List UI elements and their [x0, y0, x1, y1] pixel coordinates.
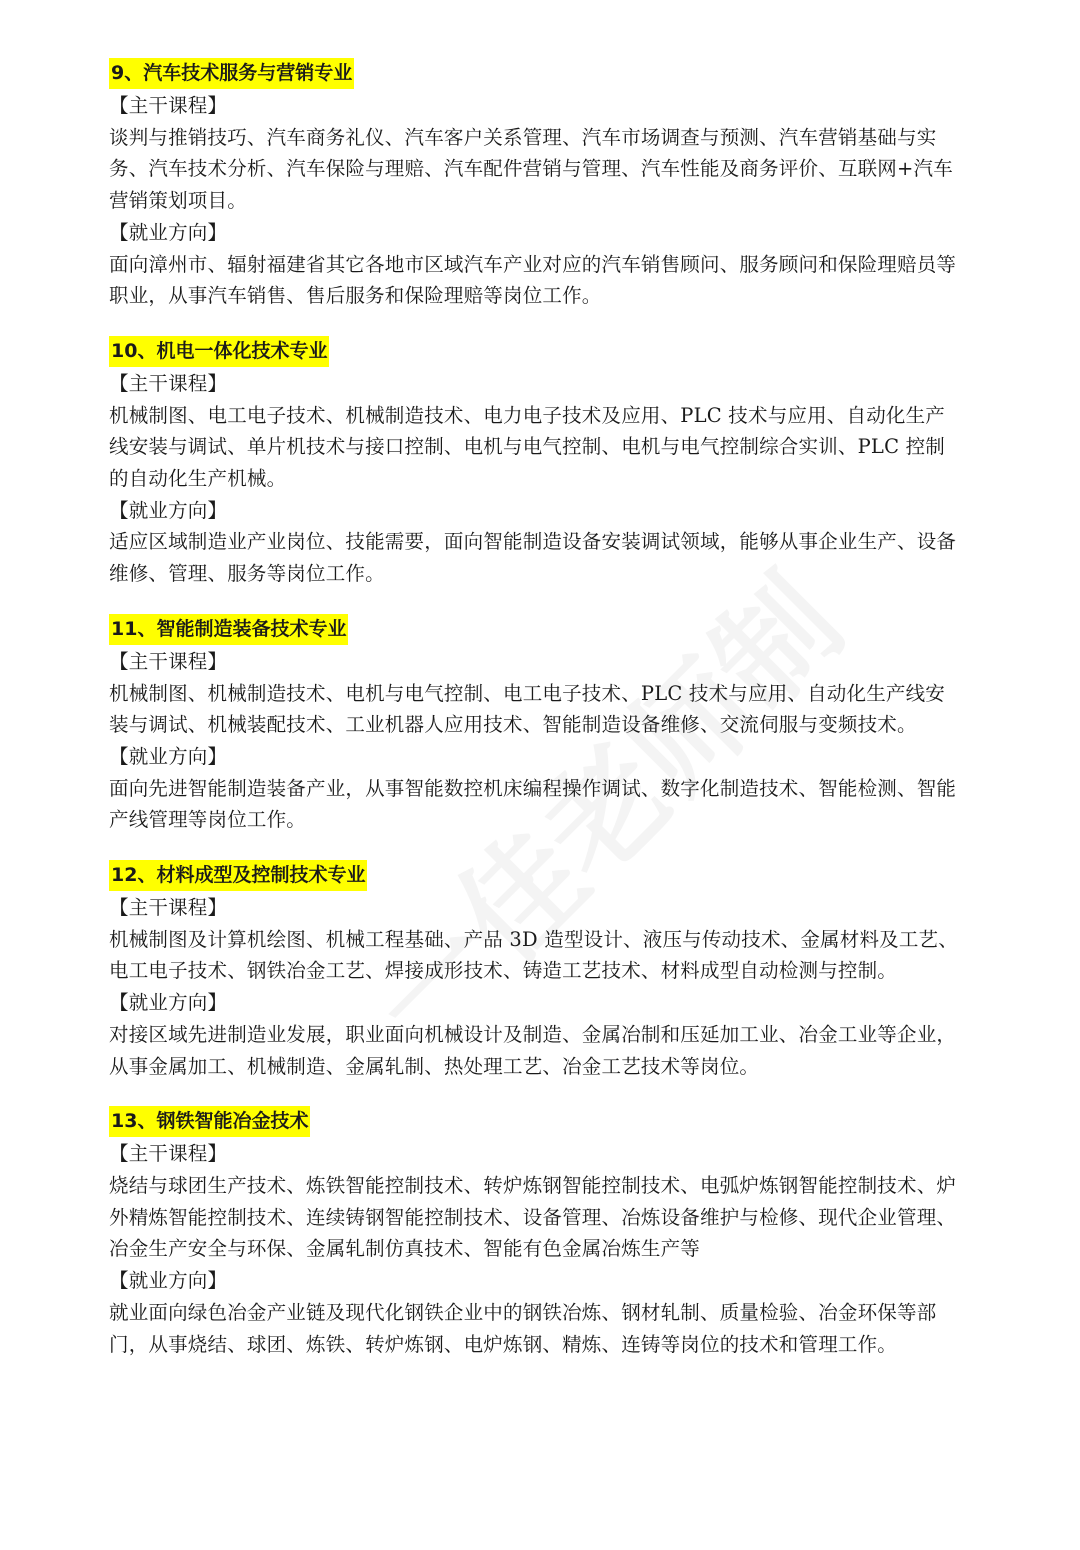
- major-title: 12、材料成型及控制技术专业: [109, 860, 367, 891]
- course-list: 机械制图及计算机绘图、机械工程基础、产品 3D 造型设计、液压与传动技术、金属材料及工艺、电工电子技术、钢铁冶金工艺、焊接成形技术、铸造工艺技术、材料成型自动检测与控制。: [109, 927, 958, 983]
- career-heading: 【就业方向】: [109, 744, 228, 768]
- career-description: 就业面向绿色冶金产业链及现代化钢铁企业中的钢铁冶炼、钢材轧制、质量检验、冶金环保等部门，从事烧结、球团、炼铁、转炉炼钢、电炉炼钢、精炼、连铸等岗位的技术和管理工作。: [109, 1300, 937, 1356]
- major-section-10: [109, 336, 959, 590]
- course-heading: 【主干课程】: [109, 371, 228, 395]
- major-section-11: [109, 614, 959, 836]
- career-heading: 【就业方向】: [109, 498, 228, 522]
- career-heading: 【就业方向】: [109, 991, 228, 1015]
- course-heading: 【主干课程】: [109, 649, 228, 673]
- major-title: 11、智能制造装备技术专业: [109, 614, 348, 645]
- career-heading: 【就业方向】: [109, 220, 228, 244]
- major-section-13: [109, 1106, 959, 1360]
- course-list: 谈判与推销技巧、汽车商务礼仪、汽车客户关系管理、汽车市场调查与预测、汽车营销基础与实务、汽车技术分析、汽车保险与理赔、汽车配件营销与管理、汽车性能及商务评价、互联网+汽车营销策划项目。: [109, 125, 953, 213]
- career-heading: 【就业方向】: [109, 1269, 228, 1293]
- course-list: 机械制图、机械制造技术、电机与电气控制、电工电子技术、PLC 技术与应用、自动化生产线安装与调试、机械装配技术、工业机器人应用技术、智能制造设备维修、交流伺服与变频技术。: [109, 681, 945, 737]
- career-description: 适应区域制造业产业岗位、技能需要，面向智能制造设备安装调试领域，能够从事企业生产、设备维修、管理、服务等岗位工作。: [109, 530, 957, 586]
- course-heading: 【主干课程】: [109, 94, 228, 117]
- course-heading: 【主干课程】: [109, 1142, 228, 1166]
- major-section-9: [109, 58, 959, 312]
- career-description: 面向先进智能制造装备产业，从事智能数控机床编程操作调试、数字化制造技术、智能检测、智能产线管理等岗位工作。: [109, 776, 957, 832]
- course-list: 烧结与球团生产技术、炼铁智能控制技术、转炉炼钢智能控制技术、电弧炉炼钢智能控制技术、炉外精炼智能控制技术、连续铸钢智能控制技术、设备管理、冶炼设备维护与检修、现代企业管理、冶金生产安全与环保、金属轧制仿真技术、智能有色金属冶炼生产等: [109, 1173, 957, 1261]
- major-title: 9、汽车技术服务与营销专业: [109, 58, 354, 89]
- major-title: 10、机电一体化技术专业: [109, 336, 329, 367]
- course-heading: 【主干课程】: [109, 896, 228, 920]
- major-title: 13、钢铁智能冶金技术: [109, 1106, 310, 1137]
- major-section-12: [109, 860, 959, 1082]
- course-list: 机械制图、电工电子技术、机械制造技术、电力电子技术及应用、PLC 技术与应用、自动化生产线安装与调试、单片机技术与接口控制、电机与电气控制、电机与电气控制综合实训、PLC 控制的自动化生产机械。: [109, 403, 945, 491]
- career-description: 对接区域先进制造业发展，职业面向机械设计及制造、金属冶制和压延加工业、冶金工业等企业，从事金属加工、机械制造、金属轧制、热处理工艺、冶金工艺技术等岗位。: [109, 1022, 957, 1078]
- document-page: [109, 58, 959, 1384]
- career-description: 面向漳州市、辐射福建省其它各地市区域汽车产业对应的汽车销售顾问、服务顾问和保险理赔员等职业，从事汽车销售、售后服务和保险理赔等岗位工作。: [109, 252, 957, 308]
